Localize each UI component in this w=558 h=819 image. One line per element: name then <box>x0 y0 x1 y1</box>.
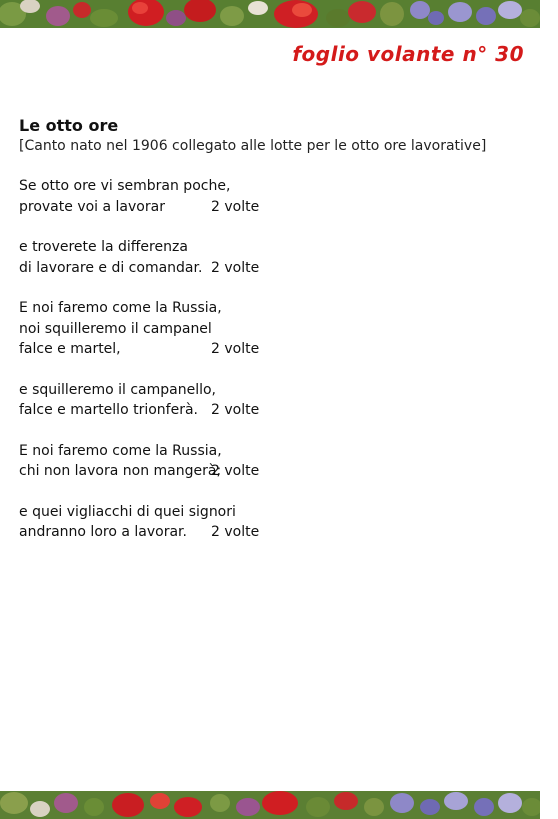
verse-line <box>19 400 529 421</box>
song-subtitle: [Canto nato nel 1906 collegato alle lotte per le otto ore lavorative] <box>19 138 487 154</box>
verse-line <box>19 502 529 523</box>
flower-banner-bottom <box>0 791 540 819</box>
verse-text: Se otto ore vi sembran poche, <box>19 178 231 194</box>
verse-line <box>19 319 529 340</box>
verse-repeat-note: 2 volte <box>211 341 260 357</box>
stanza <box>19 237 529 278</box>
stanza <box>19 502 529 543</box>
verse-repeat-note: 2 volte <box>211 198 260 215</box>
verse-repeat-note: 2 volte <box>211 259 260 276</box>
verse-line <box>19 522 529 543</box>
stanza <box>19 298 529 360</box>
stanza <box>19 380 529 421</box>
verse-line <box>19 258 529 279</box>
verse-line <box>19 237 529 258</box>
verse-repeat-note: 2 volte <box>211 524 260 540</box>
flower-banner-top <box>0 0 540 28</box>
verse-text: andranno loro a lavorar. <box>19 524 187 540</box>
stanza <box>19 441 529 482</box>
verse-text: e troverete la differenza <box>19 239 188 255</box>
verse-text: e quei vigliacchi di quei signori <box>19 503 236 520</box>
song-title: Le otto ore <box>19 116 119 135</box>
verse-text: e squilleremo il campanello, <box>19 381 217 398</box>
verse-line <box>19 380 529 401</box>
song-content <box>19 116 529 563</box>
verse-line <box>19 298 529 319</box>
verse-text: noi squilleremo il campanel <box>19 320 212 337</box>
leaflet-number-title: foglio volante n° 30 <box>292 42 524 66</box>
verse-repeat-note: 2 volte <box>211 402 260 418</box>
verse-text: chi non lavora non mangerà; <box>19 463 222 479</box>
verse-line <box>19 339 529 360</box>
verse-line <box>19 441 529 462</box>
stanza <box>19 176 529 217</box>
verse-repeat-note: 2 volte <box>211 463 260 479</box>
verse-text: E noi faremo come la Russia, <box>19 300 222 316</box>
verse-text: provate voi a lavorar <box>19 198 165 215</box>
verse-line <box>19 197 529 218</box>
verse-text: di lavorare e di comandar. <box>19 259 203 276</box>
verse-text: E noi faremo come la Russia, <box>19 442 222 459</box>
verse-text: falce e martello trionferà. <box>19 402 198 418</box>
verse-line <box>19 461 529 482</box>
verse-line <box>19 176 529 197</box>
verse-text: falce e martel, <box>19 341 121 357</box>
